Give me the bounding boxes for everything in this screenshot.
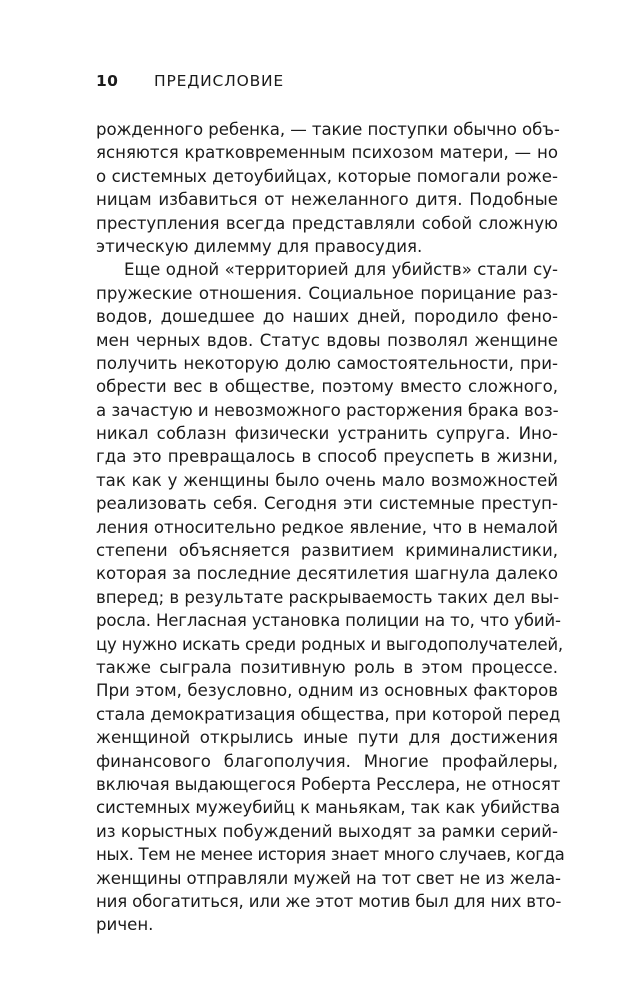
text-line: ния обогатиться, или же этот мотив был для них вто- [96,891,562,911]
text-line: При этом, безусловно, одним из основных факторов [96,681,558,701]
text-line: а зачастую и невозможного расторжения брака воз- [96,400,559,420]
text-line: ных. Тем не менее история знает много случаев, когда [96,845,565,865]
text-line: также сыграла позитивную роль в этом процессе. [96,657,558,677]
text-line: включая выдающегося Роберта Ресслера, не относят [96,774,561,794]
text-body [96,118,565,937]
text-line: вперед; в результате раскрываемость таких дел вы- [96,587,560,607]
text-line: мен черных вдов. Статус вдовы позволял женщине [96,330,558,350]
text-line: из корыстных побуждений выходят за рамки серий- [96,821,559,841]
text-line: гда это превращалось в способ преуспеть в жизни, [96,447,558,467]
page-number: 10 [96,72,119,90]
paragraph [96,258,565,936]
section-title: ПРЕДИСЛОВИЕ [154,72,284,90]
text-line: ницам избавиться от нежеланного дитя. Подобные [96,190,558,210]
text-line: рожденного ребенка, — такие поступки обычно объ- [96,120,560,139]
text-line: Еще одной «территорией для убийств» стали су- [124,260,558,280]
text-line: обрести вес в обществе, поэтому вместо сложного, [96,377,558,397]
text-line: этическую дилемму для правосудия. [96,236,423,256]
text-line: пружеские отношения. Социальное порицание раз- [96,283,558,303]
text-line: цу нужно искать среди родных и выгодополучателей, [96,634,563,654]
text-line: системных мужеубийц к маньякам, так как убийства [96,798,560,818]
text-line: никал соблазн физически устранить супруга. Ино- [96,424,558,444]
text-line: которая за последние десятилетия шагнула далеко [96,564,558,584]
paragraph [96,118,558,258]
text-line: ясняются кратковременным психозом матери, — но [96,143,558,163]
text-line: так как у женщины было очень мало возможностей [96,470,558,490]
text-line: ричен. [96,915,154,935]
text-line: получить некоторую долю самостоятельности, при- [96,353,558,373]
text-line: женщины отправляли мужей на тот свет не из жела- [96,868,561,888]
text-line: росла. Негласная установка полиции на то, что убий- [96,611,561,631]
text-line: ления относительно редкое явление, что в немалой [96,517,558,537]
text-line: стала демократизация общества, при которой перед [96,704,561,724]
text-line: преступления всегда представляли собой сложную [96,213,558,233]
running-head [96,72,558,102]
text-line: женщиной открылись иные пути для достижения [96,728,558,748]
text-line: реализовать себя. Сегодня эти системные преступ- [96,494,558,514]
text-line: степени объясняется развитием криминалистики, [96,541,558,561]
text-line: водов, дошедшее до наших дней, породило фено- [96,307,558,327]
text-line: финансового благополучия. Многие профайлеры, [96,751,558,771]
text-line: о системных детоубийцах, которые помогали роже- [96,166,558,186]
book-page [96,72,565,937]
